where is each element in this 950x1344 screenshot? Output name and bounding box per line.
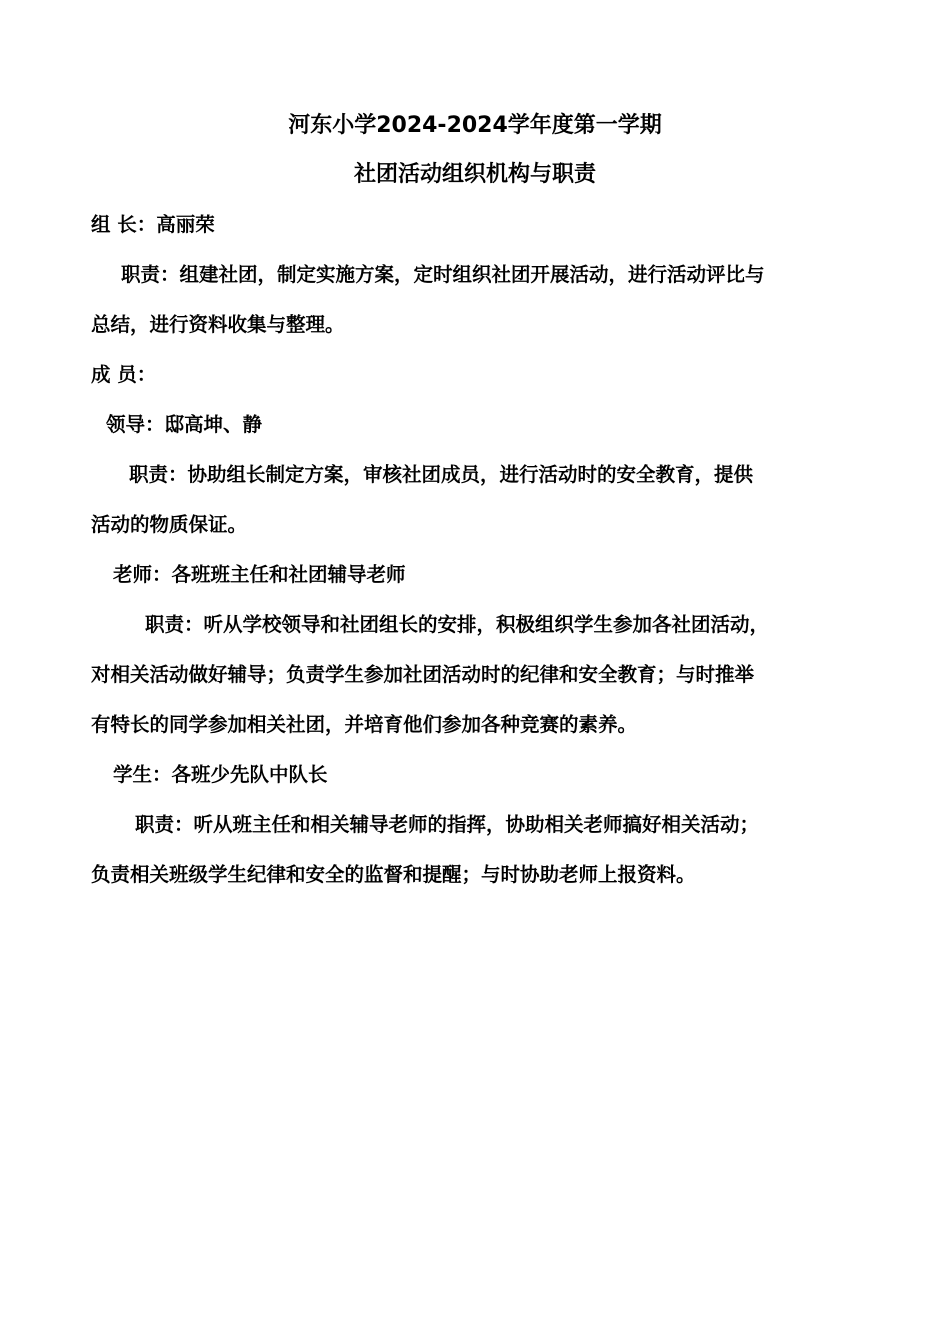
students-duty-line: 负责相关班级学生纪律和安全的监督和提醒；与时协助老师上报资料。 xyxy=(91,863,696,886)
document-title: 河东小学2024-2024学年度第一学期 xyxy=(288,113,662,138)
leadership-duty-line: 职责：协助组长制定方案，审核社团成员，进行活动时的安全教育，提供 xyxy=(129,463,754,486)
leadership-duty-line: 活动的物质保证。 xyxy=(91,513,248,536)
leader-line: 组 长：高丽荣 xyxy=(91,213,215,236)
leader-duty-line: 总结，进行资料收集与整理。 xyxy=(91,313,345,336)
teachers-duty-line: 有特长的同学参加相关社团，并培育他们参加各种竞赛的素养。 xyxy=(91,713,638,736)
teachers-duty-line: 对相关活动做好辅导；负责学生参加社团活动时的纪律和安全教育；与时推举 xyxy=(91,663,755,686)
students-line: 学生：各班少先队中队长 xyxy=(113,763,328,786)
leader-duty-line: 职责：组建社团，制定实施方案，定时组织社团开展活动，进行活动评比与 xyxy=(121,263,765,286)
students-duty-line: 职责：听从班主任和相关辅导老师的指挥，协助相关老师搞好相关活动； xyxy=(135,813,760,836)
document-subtitle: 社团活动组织机构与职责 xyxy=(353,162,596,187)
members-heading: 成 员： xyxy=(91,363,157,386)
leadership-line: 领导：邸高坤、静 xyxy=(106,413,263,436)
teachers-duty-line: 职责：听从学校领导和社团组长的安排，积极组织学生参加各社团活动， xyxy=(145,613,770,636)
teachers-line: 老师：各班班主任和社团辅导老师 xyxy=(113,563,406,586)
